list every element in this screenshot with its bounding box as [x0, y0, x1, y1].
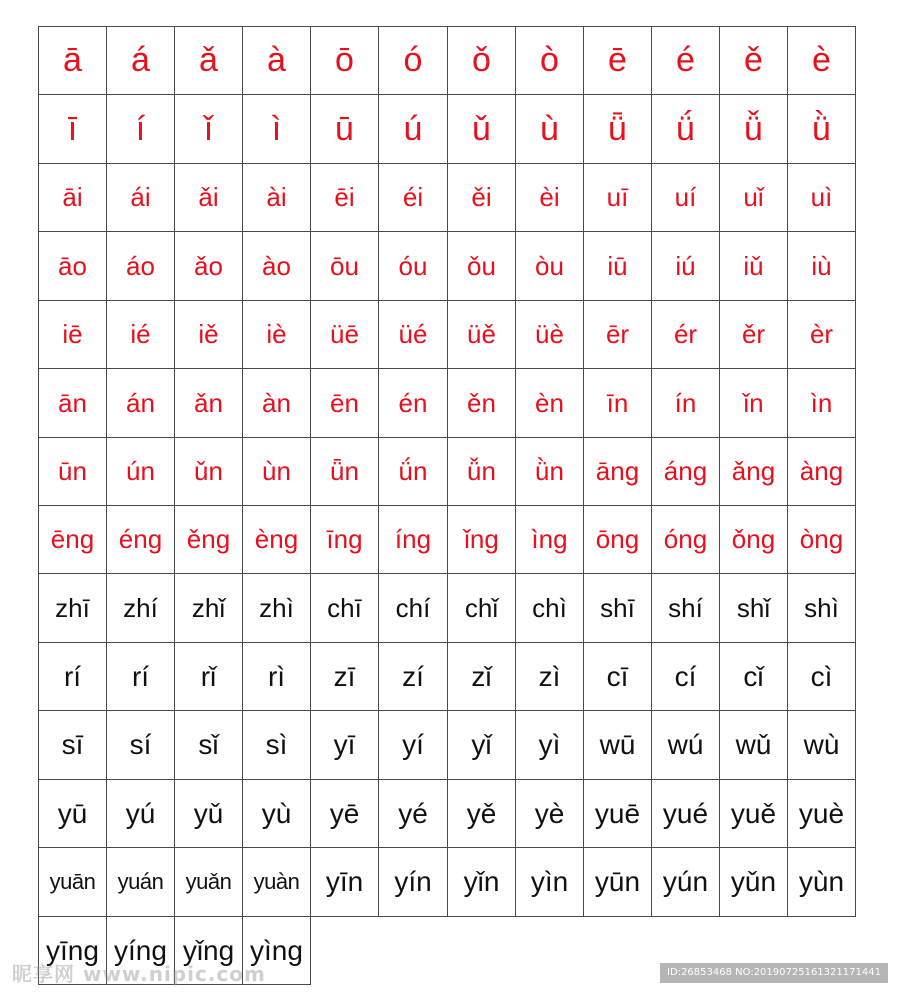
pinyin-cell: wǔ — [719, 710, 788, 780]
pinyin-cell: àn — [242, 368, 311, 438]
pinyin-cell: áo — [106, 231, 175, 301]
pinyin-cell: yé — [378, 779, 448, 848]
pinyin-cell: èr — [787, 300, 856, 369]
pinyin-cell: chí — [378, 573, 448, 643]
pinyin-cell: ǘn — [378, 437, 448, 506]
pinyin-cell: üē — [310, 300, 379, 369]
pinyin-cell: iù — [787, 231, 856, 301]
pinyin-cell: yì — [515, 710, 584, 780]
pinyin-cell: chī — [310, 573, 379, 643]
pinyin-cell: ù — [515, 94, 584, 164]
pinyin-cell: ōu — [310, 231, 379, 301]
pinyin-cell: ǎo — [174, 231, 243, 301]
pinyin-cell: zhī — [38, 573, 107, 643]
pinyin-cell: ēng — [38, 505, 107, 574]
pinyin-cell: ān — [38, 368, 107, 438]
pinyin-cell: yí — [378, 710, 448, 780]
pinyin-cell: yè — [515, 779, 584, 848]
pinyin-cell: yù — [242, 779, 311, 848]
pinyin-cell: ào — [242, 231, 311, 301]
pinyin-cell: ěi — [447, 163, 516, 232]
pinyin-cell: āng — [583, 437, 652, 506]
pinyin-cell: sí — [106, 710, 175, 780]
pinyin-cell: iū — [583, 231, 652, 301]
pinyin-cell: yún — [651, 847, 720, 917]
pinyin-cell: ōng — [583, 505, 652, 574]
image-id-watermark: ID:26853468 NO:20190725161321171441 — [660, 963, 888, 983]
pinyin-cell: rì — [242, 642, 311, 711]
pinyin-cell: ùn — [242, 437, 311, 506]
pinyin-cell: èi — [515, 163, 584, 232]
pinyin-cell: zí — [378, 642, 448, 711]
pinyin-cell: ìng — [515, 505, 584, 574]
pinyin-cell: ìn — [787, 368, 856, 438]
pinyin-cell: ě — [719, 26, 788, 95]
pinyin-cell: ó — [378, 26, 448, 95]
pinyin-cell: zhí — [106, 573, 175, 643]
pinyin-cell: shì — [787, 573, 856, 643]
pinyin-cell: īn — [583, 368, 652, 438]
pinyin-cell: ò — [515, 26, 584, 95]
pinyin-cell: ǎ — [174, 26, 243, 95]
pinyin-cell: èng — [242, 505, 311, 574]
pinyin-cell: á — [106, 26, 175, 95]
pinyin-cell: ǜn — [515, 437, 584, 506]
pinyin-cell: āo — [38, 231, 107, 301]
pinyin-cell: iè — [242, 300, 311, 369]
pinyin-cell: ǐ — [174, 94, 243, 164]
pinyin-cell: ún — [106, 437, 175, 506]
pinyin-cell: wú — [651, 710, 720, 780]
pinyin-cell: sì — [242, 710, 311, 780]
pinyin-cell: ǐng — [447, 505, 516, 574]
pinyin-cell: chì — [515, 573, 584, 643]
pinyin-chart-grid — [38, 26, 855, 984]
pinyin-cell: íng — [378, 505, 448, 574]
pinyin-cell: sī — [38, 710, 107, 780]
pinyin-cell: ū — [310, 94, 379, 164]
pinyin-cell: yǔ — [174, 779, 243, 848]
pinyin-cell: zǐ — [447, 642, 516, 711]
pinyin-cell: ǒng — [719, 505, 788, 574]
pinyin-cell: ī — [38, 94, 107, 164]
pinyin-cell: ǐn — [719, 368, 788, 438]
pinyin-cell: zhǐ — [174, 573, 243, 643]
pinyin-cell: yīng — [38, 916, 107, 985]
pinyin-cell: òu — [515, 231, 584, 301]
pinyin-cell: ǎn — [174, 368, 243, 438]
pinyin-cell: zì — [515, 642, 584, 711]
pinyin-cell: iú — [651, 231, 720, 301]
pinyin-cell: ǘ — [651, 94, 720, 164]
pinyin-cell: ié — [106, 300, 175, 369]
pinyin-cell: é — [651, 26, 720, 95]
pinyin-cell: yī — [310, 710, 379, 780]
pinyin-cell: ǎng — [719, 437, 788, 506]
pinyin-cell: yuàn — [242, 847, 311, 917]
pinyin-cell: yuē — [583, 779, 652, 848]
pinyin-cell: cī — [583, 642, 652, 711]
pinyin-cell: ín — [651, 368, 720, 438]
pinyin-cell: iǔ — [719, 231, 788, 301]
pinyin-cell: yīn — [310, 847, 379, 917]
pinyin-cell: yué — [651, 779, 720, 848]
pinyin-cell: üè — [515, 300, 584, 369]
pinyin-cell: ō — [310, 26, 379, 95]
pinyin-cell: yuě — [719, 779, 788, 848]
pinyin-cell: ài — [242, 163, 311, 232]
pinyin-cell: à — [242, 26, 311, 95]
pinyin-cell: yìn — [515, 847, 584, 917]
pinyin-cell: yuǎn — [174, 847, 243, 917]
pinyin-cell: yuè — [787, 779, 856, 848]
pinyin-cell: ǖ — [583, 94, 652, 164]
pinyin-cell: ǒ — [447, 26, 516, 95]
pinyin-cell: rǐ — [174, 642, 243, 711]
pinyin-cell: cì — [787, 642, 856, 711]
pinyin-cell: cǐ — [719, 642, 788, 711]
pinyin-cell: āi — [38, 163, 107, 232]
pinyin-cell: yǐn — [447, 847, 516, 917]
pinyin-cell: ā — [38, 26, 107, 95]
pinyin-cell: ì — [242, 94, 311, 164]
pinyin-cell: uǐ — [719, 163, 788, 232]
pinyin-cell: rí — [38, 642, 107, 711]
pinyin-cell: shī — [583, 573, 652, 643]
pinyin-cell: è — [787, 26, 856, 95]
pinyin-cell: áng — [651, 437, 720, 506]
pinyin-cell: zī — [310, 642, 379, 711]
pinyin-cell: shǐ — [719, 573, 788, 643]
pinyin-cell: yē — [310, 779, 379, 848]
pinyin-cell: yín — [378, 847, 448, 917]
pinyin-cell: òng — [787, 505, 856, 574]
pinyin-cell: rí — [106, 642, 175, 711]
pinyin-cell: ē — [583, 26, 652, 95]
pinyin-cell: yùn — [787, 847, 856, 917]
pinyin-cell: ǔn — [174, 437, 243, 506]
pinyin-cell: ǚ — [719, 94, 788, 164]
pinyin-cell: yū — [38, 779, 107, 848]
pinyin-cell: ēn — [310, 368, 379, 438]
pinyin-cell: èn — [515, 368, 584, 438]
pinyin-cell: ǖn — [310, 437, 379, 506]
pinyin-cell: yūn — [583, 847, 652, 917]
pinyin-cell: yú — [106, 779, 175, 848]
pinyin-cell: ǜ — [787, 94, 856, 164]
pinyin-cell: ǔ — [447, 94, 516, 164]
pinyin-cell: chǐ — [447, 573, 516, 643]
pinyin-cell: zhì — [242, 573, 311, 643]
pinyin-cell: ǚn — [447, 437, 516, 506]
pinyin-cell: ěng — [174, 505, 243, 574]
pinyin-cell: éi — [378, 163, 448, 232]
pinyin-cell: óng — [651, 505, 720, 574]
pinyin-cell: ūn — [38, 437, 107, 506]
pinyin-cell: yìng — [242, 916, 311, 985]
pinyin-cell: àng — [787, 437, 856, 506]
pinyin-cell: yě — [447, 779, 516, 848]
pinyin-cell: ěn — [447, 368, 516, 438]
pinyin-cell: yuān — [38, 847, 107, 917]
pinyin-cell: wū — [583, 710, 652, 780]
pinyin-cell: uī — [583, 163, 652, 232]
pinyin-cell: īng — [310, 505, 379, 574]
pinyin-cell: í — [106, 94, 175, 164]
pinyin-cell: yǐng — [174, 916, 243, 985]
pinyin-cell: yǔn — [719, 847, 788, 917]
pinyin-cell: iē — [38, 300, 107, 369]
pinyin-cell: ēi — [310, 163, 379, 232]
pinyin-cell: uí — [651, 163, 720, 232]
pinyin-cell: iě — [174, 300, 243, 369]
pinyin-cell: yǐ — [447, 710, 516, 780]
pinyin-cell: ái — [106, 163, 175, 232]
pinyin-cell: cí — [651, 642, 720, 711]
pinyin-cell: uì — [787, 163, 856, 232]
site-watermark-logo: 昵享网 www.nipic.com — [12, 962, 266, 986]
pinyin-cell: yuán — [106, 847, 175, 917]
pinyin-cell: ēr — [583, 300, 652, 369]
pinyin-cell: ér — [651, 300, 720, 369]
pinyin-cell: üé — [378, 300, 448, 369]
pinyin-cell: ǒu — [447, 231, 516, 301]
pinyin-cell: wù — [787, 710, 856, 780]
pinyin-cell: yíng — [106, 916, 175, 985]
pinyin-cell: án — [106, 368, 175, 438]
pinyin-cell: shí — [651, 573, 720, 643]
pinyin-cell: óu — [378, 231, 448, 301]
pinyin-cell: ěr — [719, 300, 788, 369]
pinyin-cell: ǎi — [174, 163, 243, 232]
pinyin-cell: ú — [378, 94, 448, 164]
pinyin-cell: sǐ — [174, 710, 243, 780]
pinyin-cell: én — [378, 368, 448, 438]
pinyin-cell: üě — [447, 300, 516, 369]
pinyin-cell: éng — [106, 505, 175, 574]
